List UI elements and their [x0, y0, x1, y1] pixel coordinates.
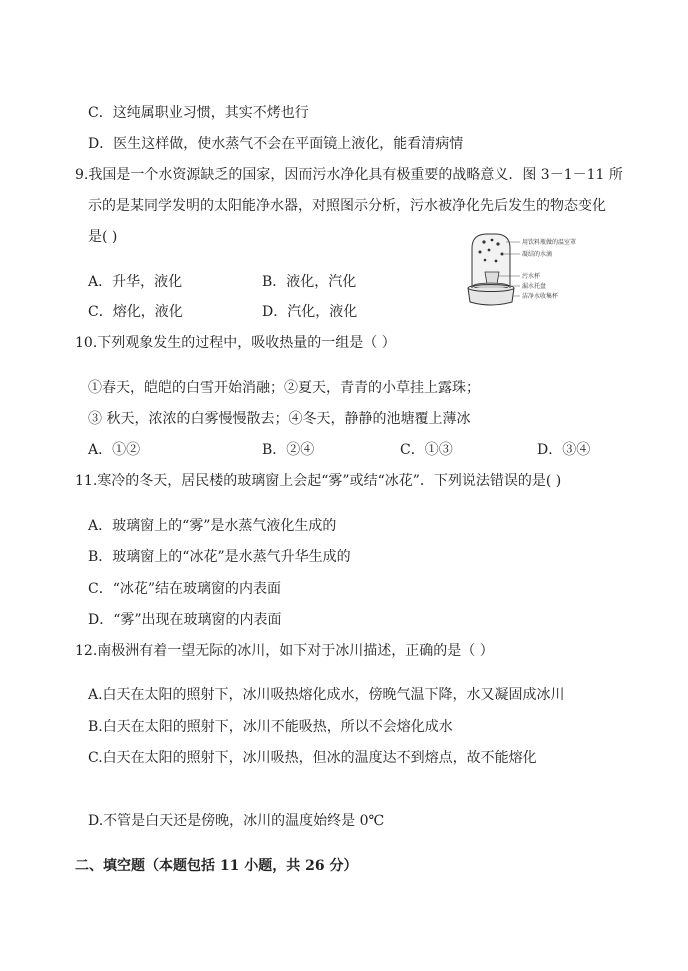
- q12-stem: 12.南极洲有着一望无际的冰川，如下对于冰川描述，正确的是（ ）: [75, 643, 494, 659]
- q9-stem-line3: 是( ): [88, 229, 118, 245]
- q9-stem-line1: 9.我国是一个水资源缺乏的国家，因而污水净化具有极重要的战略意义．图 3－1－11 所: [75, 167, 623, 183]
- q9-option-c: C．熔化，液化: [88, 304, 183, 320]
- figure-label-dirty-cup: 污水杯: [522, 273, 541, 280]
- q10-option-d: D．③④: [537, 442, 591, 458]
- figure-label-collector: 洁净水收集杯: [522, 293, 559, 300]
- q10-option-c: C．①③: [400, 442, 453, 458]
- q11-option-d: D．“雾”出现在玻璃窗的内表面: [88, 612, 282, 628]
- q10-option-a: A．①②: [88, 442, 141, 458]
- section2-title: 二、填空题（本题包括 11 小题，共 26 分）: [75, 858, 358, 874]
- q11-option-a: A．玻璃窗上的“雾”是水蒸气液化生成的: [88, 518, 337, 534]
- q10-stem: 10.下列观象发生的过程中，吸收热量的一组是（ ）: [75, 335, 396, 351]
- q10-line2: ③ 秋天，浓浓的白雾慢慢散去；④冬天，静静的池塘覆上薄冰: [88, 411, 471, 427]
- q12-option-a: A.白天在太阳的照射下，冰川吸热熔化成水，傍晚气温下降，水又凝固成冰川: [88, 687, 565, 703]
- q12-option-b: B.白天在太阳的照射下，冰川不能吸热，所以不会熔化成水: [88, 719, 453, 735]
- q11-option-b: B．玻璃窗上的“冰花”是水蒸气升华生成的: [88, 549, 351, 565]
- q12-option-c: C.白天在太阳的照射下，冰川吸热，但冰的温度达不到熔点，故不能熔化: [88, 750, 537, 766]
- q8-option-c: C．这纯属职业习惯，其实不烤也行: [88, 105, 309, 121]
- figure-label-dome: 用饮料瓶做的温室罩: [522, 239, 577, 246]
- q11-option-c: C．“冰花”结在玻璃窗的内表面: [88, 581, 282, 597]
- q10-option-b: B．②④: [262, 442, 315, 458]
- q8-option-d: D．医生这样做，使水蒸气不会在平面镜上液化，能看清病情: [88, 136, 464, 152]
- q10-line1: ①春天，皑皑的白雪开始消融；②夏天，青青的小草挂上露珠；: [88, 380, 480, 396]
- q9-option-d: D．汽化，液化: [262, 304, 358, 320]
- figure-label-tray: 漏水托盘: [522, 283, 547, 290]
- q11-stem: 11.寒冷的冬天，居民楼的玻璃窗上会起“雾”或结“冰花”．下列说法错误的是( ): [75, 473, 562, 489]
- q12-option-d: D.不管是白天还是傍晚，冰川的温度始终是 0℃: [88, 813, 385, 829]
- q9-option-a: A．升华，液化: [88, 274, 183, 290]
- solar-purifier-figure: [462, 230, 602, 306]
- q9-stem-line2: 示的是某同学发明的太阳能净水器，对照图示分析，污水被净化先后发生的物态变化: [88, 198, 606, 214]
- figure-label-drops: 凝结的水滴: [522, 251, 553, 258]
- q9-option-b: B．液化，汽化: [262, 274, 357, 290]
